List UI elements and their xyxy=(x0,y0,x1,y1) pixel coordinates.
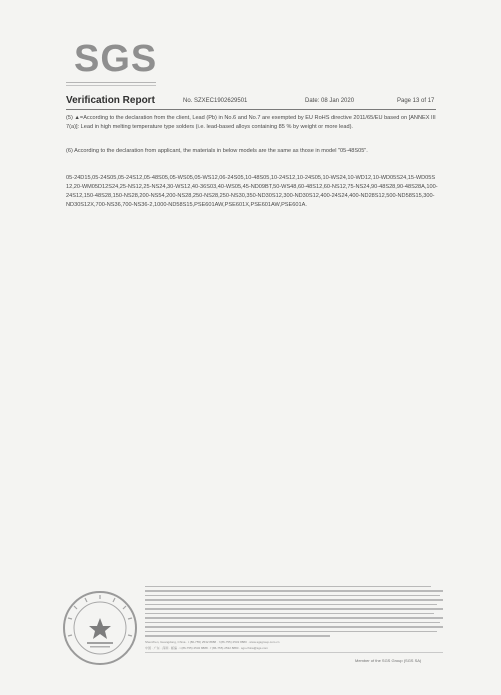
header-rule xyxy=(66,109,436,110)
disclaimer-line xyxy=(145,626,443,627)
company-address-cn: 中国 · 广东 · 深圳 · 邮编 · t (86-755) 2532 8888 · f (86-755) 2532 8880 · sgs.china@sgs.com xyxy=(145,646,268,650)
legal-disclaimer-block xyxy=(145,586,443,640)
report-title: Verification Report xyxy=(66,95,155,106)
disclaimer-line xyxy=(145,622,440,623)
disclaimer-line xyxy=(145,617,443,618)
note-5-paragraph: (5) ▲=According to the declaration from the client, Lead (Pb) in No.6 and No.7 are exempted by EU RoHS directive 2011/65/EU based on [ANNEX III 7(a)]: Lead in high melting temperature type solders (i.e. lead-based alloys containing 85 % by weight or more lead). xyxy=(66,115,438,130)
logo-underline-secondary xyxy=(66,85,156,86)
report-date: Date: 08 Jan 2020 xyxy=(305,98,355,104)
member-of-group-label: Member of the SGS Group (SGS SA) xyxy=(355,658,422,663)
page-number: Page 13 of 17 xyxy=(397,98,435,104)
company-seal-stamp xyxy=(60,588,140,668)
report-number: No. SZXEC1902629501 xyxy=(183,98,248,104)
disclaimer-line xyxy=(145,635,330,636)
disclaimer-line xyxy=(145,590,443,591)
footer-rule xyxy=(145,652,443,653)
logo-underline xyxy=(66,82,156,83)
disclaimer-line xyxy=(145,599,443,600)
disclaimer-line xyxy=(145,631,437,632)
disclaimer-line xyxy=(145,608,443,609)
model-list-paragraph: 05-24D15,05-24S05,05-24S12,05-48S05,05-WS05,05-WS12,06-24S05,10-48S05,10-24S12,10-24S05,10-WS24,10-WD12,10-WD05S24,15-WD05S12,20-WM05D12S24,25-NS12,25-NS24,30-WS12,40-36S03,40-WS05,45-ND09BT,50-WS48,60-48S12,60-NS12,75-NS24,90-48S28,90-48S28A,100-24S12,150-48S28,150-NS28,200-NS54,200-NS28,250-NS28,250-NS30,350-ND30S12,300-ND30S12,400-24S24,400-ND28S12,500-ND58S15,300-ND30S12X,700-NS36,700-NS36-2,1000-ND58S15,PSE601AW,PSE601X,PSE601AW,PSE601A. xyxy=(66,175,438,208)
disclaimer-line xyxy=(145,595,440,596)
disclaimer-line xyxy=(145,613,434,614)
company-address-en: Shenzhen, Guangdong, China · t (86-755) 2532 8888 · f (86-755) 2532 8880 · www.sgsgroup.com.cn xyxy=(145,640,280,644)
sgs-logo: SGS xyxy=(74,38,158,80)
note-6-paragraph: (6) According to the declaration from applicant, the materials in below models are the same as those in model "05-48S05". xyxy=(66,148,368,154)
disclaimer-line xyxy=(145,586,431,587)
disclaimer-line xyxy=(145,604,437,605)
